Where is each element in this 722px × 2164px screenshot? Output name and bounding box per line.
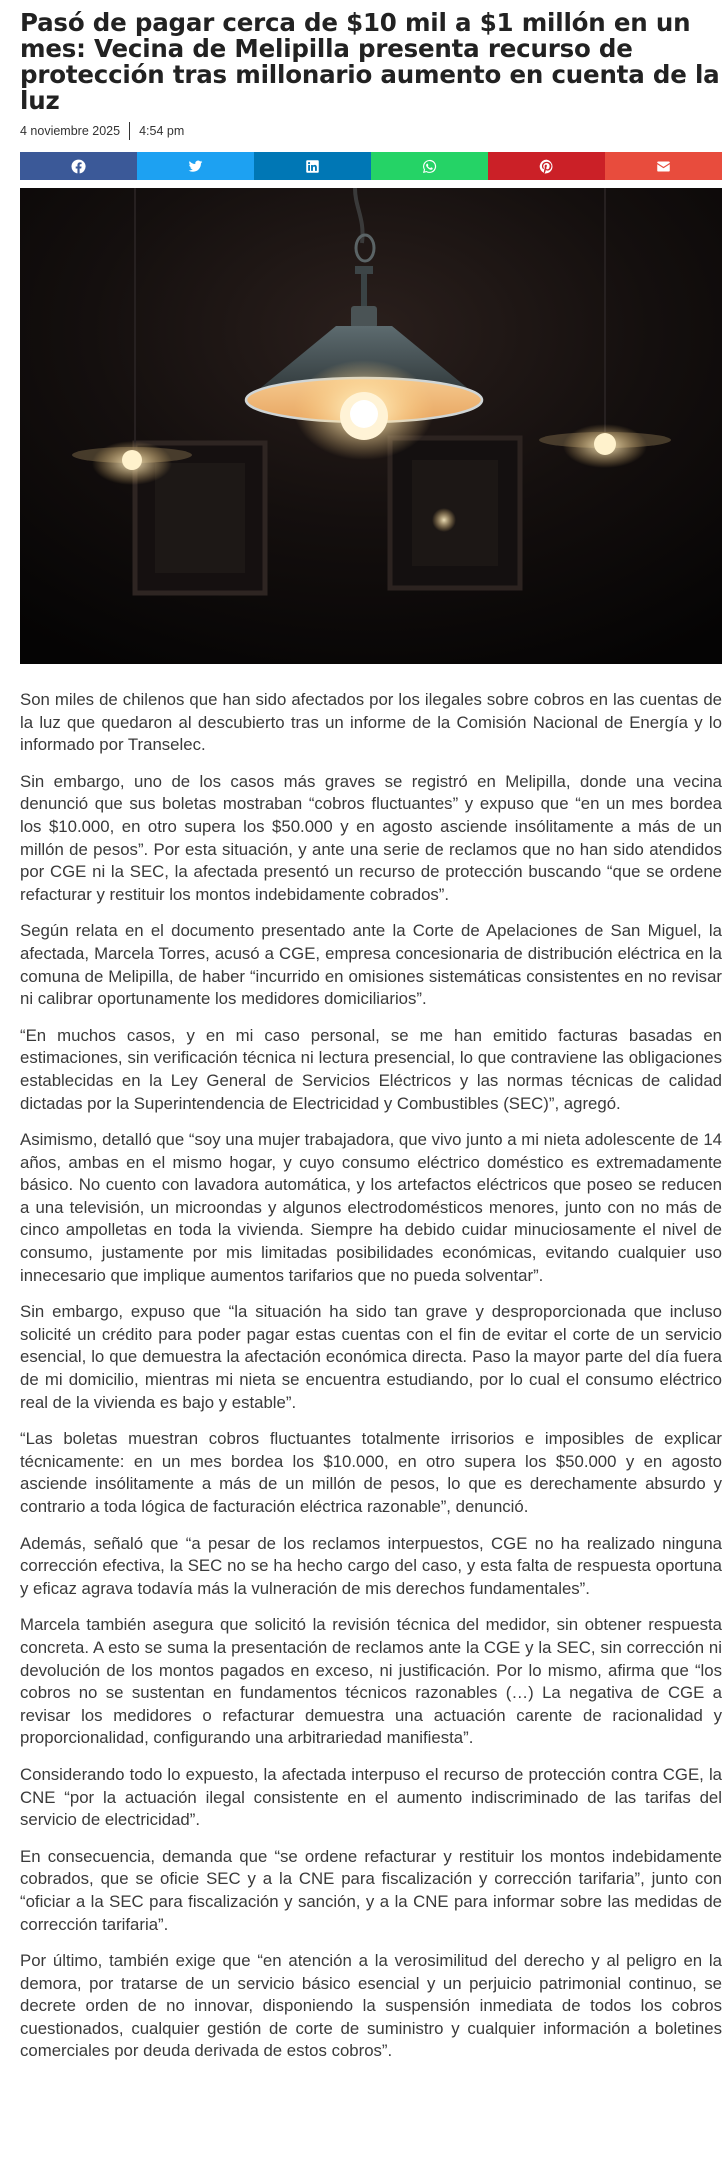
article-paragraph: Según relata en el documento presentado ante la Corte de Apelaciones de San Miguel, la afectada, Marcela Torres, acusó a CGE, empresa concesionaria de distribución eléctrica en la comuna de Melipilla, de haber “incurrido en omisiones sistemáticas consistentes en no revisar ni calibrar oportunamente los medidores domiciliarios”. <box>20 921 722 1009</box>
linkedin-icon <box>305 159 320 174</box>
facebook-icon <box>71 159 86 174</box>
article-paragraph: Además, señaló que “a pesar de los reclamos interpuestos, CGE no ha realizado ninguna corrección efectiva, la SEC no se ha hecho cargo del caso, y esta falta de respuesta oportuna y eficaz agrava todavía más la vulneración de mis derechos fundamentales”. <box>20 1533 722 1598</box>
article-paragraph: Sin embargo, uno de los casos más graves se registró en Melipilla, donde una vecina denunció que sus boletas mostraban “cobros fluctuantes” y expuso que “en un mes bordea los $10.000, en otro supera los $50.000 y en agosto asciende insólitamente a más de un millón de pesos”. Por esta situación, y ante una serie de reclamos que no han sido atendidos por CGE ni la SEC, la afectada presentó un recurso de protección buscando “que se ordene refacturar y restituir los montos indebidamente cobrados”. <box>20 771 722 904</box>
pinterest-icon <box>539 159 554 174</box>
share-twitter-button[interactable] <box>137 152 254 180</box>
article-paragraph: Son miles de chilenos que han sido afectados por los ilegales sobre cobros en las cuentas de la luz que quedaron al descubierto tras un informe de la Comisión Nacional de Energía y lo informado por Transelec. <box>20 690 722 755</box>
whatsapp-icon <box>422 159 437 174</box>
share-pinterest-button[interactable] <box>488 152 605 180</box>
article-title: Pasó de pagar cerca de $10 mil a $1 millón en un mes: Vecina de Melipilla presenta recurso de protección tras millonario aumento en cuenta de la luz <box>20 8 720 115</box>
article-paragraph: Considerando todo lo expuesto, la afectada interpuso el recurso de protección contra CGE, la CNE “por la actuación ilegal consistente en el aumento indiscriminado de las tarifas del servicio de electricidad”. <box>20 1764 722 1830</box>
article-paragraph: Asimismo, detalló que “soy una mujer trabajadora, que vivo junto a mi nieta adolescente de 14 años, ambas en el mismo hogar, y cuyo consumo eléctrico doméstico es extremadamente básico. No cuento con lavadora automática, y los artefactos eléctricos que poseo se reducen a una televisión, un microondas y algunos electrodomésticos menores, junto con no más de cinco ampolletas en toda la vivienda. Siempre ha debido cuidar minuciosamente el nivel de consumo, justamente por mis limitadas posibilidades económicas, evitando cualquier uso innecesario que implique aumentos tarifarios que no pueda solventar”. <box>20 1130 722 1285</box>
publish-time: 4:54 pm <box>139 124 185 138</box>
article-meta <box>20 122 722 140</box>
meta-divider <box>129 122 130 140</box>
email-icon <box>656 159 671 174</box>
share-email-button[interactable] <box>605 152 722 180</box>
article-body <box>20 689 722 2063</box>
share-whatsapp-button[interactable] <box>371 152 488 180</box>
article-paragraph: Marcela también asegura que solicitó la revisión técnica del medidor, sin obtener respuesta concreta. A esto se suma la presentación de reclamos ante la CGE y la SEC, sin corrección ni devolución de los montos pagados en exceso, ni justificación. Por lo mismo, afirma que “los cobros no se sustentan en fundamentos técnicos razonables (…) La negativa de CGE a revisar los medidores o refacturar demuestra una actuación carente de racionalidad y proporcionalidad, configurando una arbitrariedad manifiesta”. <box>20 1615 722 1748</box>
share-linkedin-button[interactable] <box>254 152 371 180</box>
share-bar <box>20 152 722 180</box>
article-paragraph: En consecuencia, demanda que “se ordene refacturar y restituir los montos indebidamente cobrados, que se oficie SEC y a la CNE para fiscalización y corrección tarifaria”, junto con “oficiar a la SEC para fiscalización y sanción, y a la CNE para informar sobre las medidas de corrección tarifaria”. <box>20 1846 722 1934</box>
article-paragraph: Sin embargo, expuso que “la situación ha sido tan grave y desproporcionada que incluso solicité un crédito para poder pagar estas cuentas con el fin de evitar el corte de un servicio esencial, lo que demuestra la afectación económica directa. Paso la mayor parte del día fuera de mi domicilio, mientras mi nieta se encuentra estudiando, por lo cual el consumo eléctrico real de la vivienda es bajo y estable”. <box>20 1302 722 1412</box>
article-paragraph: Por último, también exige que “en atención a la verosimilitud del derecho y al peligro en la demora, por tratarse de un servicio básico esencial y un perjuicio patrimonial continuo, se decrete orden de no innovar, disponiendo la suspensión inmediata de todos los cobros cuestionados, cualquier gestión de corte de suministro y cualquier información a boletines comerciales por deuda derivada de estos cobros”. <box>20 1951 722 2061</box>
article-paragraph: “Las boletas muestran cobros fluctuantes totalmente irrisorios e imposibles de explicar técnicamente: en un mes bordea los $10.000, en otro supera los $50.000 y en agosto asciende insólitamente a más de un millón de pesos, lo que es derechamente absurdo y contrario a toda lógica de facturación eléctrica razonable”, denunció. <box>20 1429 722 1516</box>
share-facebook-button[interactable] <box>20 152 137 180</box>
hero-image <box>20 188 722 664</box>
pendant-lamp-photo <box>20 188 722 664</box>
twitter-icon <box>188 159 203 174</box>
article <box>20 0 722 2063</box>
publish-date: 4 noviembre 2025 <box>20 124 121 138</box>
article-paragraph: “En muchos casos, y en mi caso personal, se me han emitido facturas basadas en estimaciones, sin verificación técnica ni lectura presencial, lo que contraviene las obligaciones establecidas en la Ley General de Servicios Eléctricos y las normas técnicas de calidad dictadas por la Superintendencia de Electricidad y Combustibles (SEC)”, agregó. <box>20 1025 722 1113</box>
